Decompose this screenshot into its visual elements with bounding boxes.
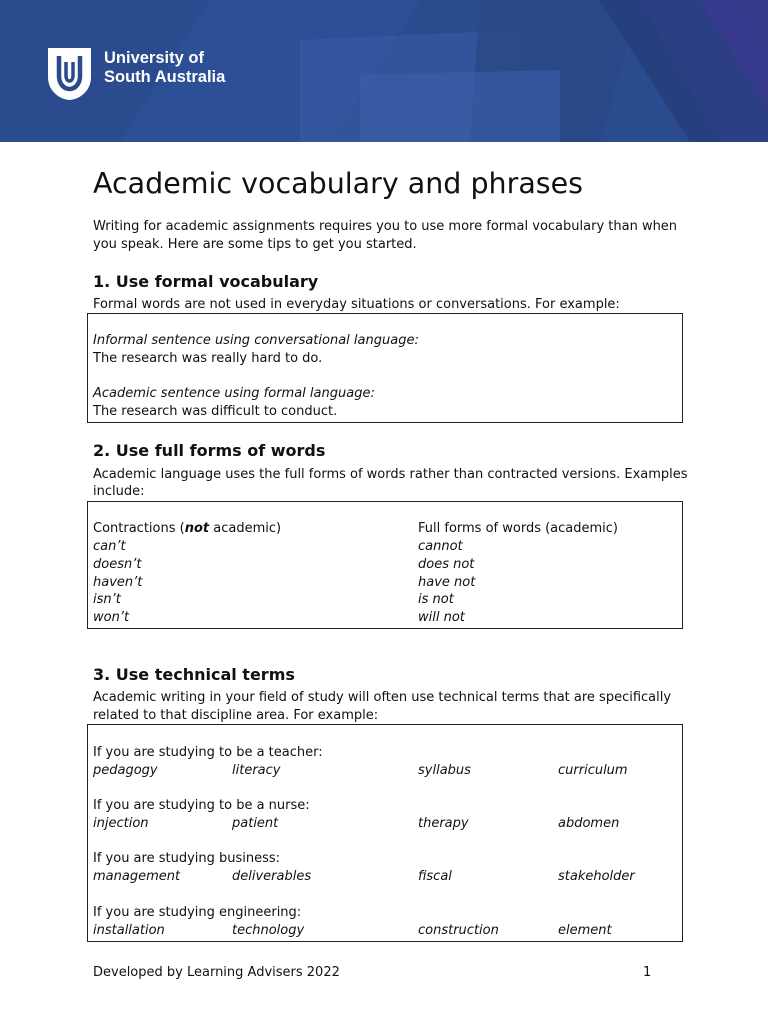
contraction-cell: isn’t xyxy=(93,592,121,607)
full-form-cell: does not xyxy=(418,557,475,572)
contraction-cell: won’t xyxy=(93,610,130,625)
technical-term: abdomen xyxy=(558,816,620,831)
technical-term: technology xyxy=(232,923,305,938)
section2-description-line1: Academic language uses the full forms of words rather than contracted versions. Examples xyxy=(93,467,688,482)
technical-term: installation xyxy=(93,923,165,938)
technical-term: construction xyxy=(418,923,499,938)
technical-term: pedagogy xyxy=(93,763,158,778)
section1-heading: 1. Use formal vocabulary xyxy=(93,272,319,291)
header-text-bold: not xyxy=(184,521,210,536)
contraction-cell: haven’t xyxy=(93,575,143,590)
technical-term: element xyxy=(558,923,612,938)
university-name xyxy=(104,49,225,87)
section1-description: Formal words are not used in everyday situations or conversations. For example: xyxy=(93,297,620,312)
header-banner xyxy=(0,0,768,142)
page-number: 1 xyxy=(643,965,652,980)
discipline-label-nurse: If you are studying to be a nurse: xyxy=(93,798,310,813)
informal-label: Informal sentence using conversational language: xyxy=(93,333,419,348)
technical-term: curriculum xyxy=(558,763,628,778)
page-title: Academic vocabulary and phrases xyxy=(93,167,584,200)
section3-description-line1: Academic writing in your field of study will often use technical terms that are specifically xyxy=(93,690,672,705)
informal-sentence: The research was really hard to do. xyxy=(93,351,323,366)
contraction-cell: can’t xyxy=(93,539,126,554)
university-logo xyxy=(47,47,92,101)
intro-line2: you speak. Here are some tips to get you started. xyxy=(93,237,417,252)
footer-credit: Developed by Learning Advisers 2022 xyxy=(93,965,340,980)
technical-term: literacy xyxy=(232,763,281,778)
technical-term: deliverables xyxy=(232,869,312,884)
full-form-cell: is not xyxy=(418,592,454,607)
technical-term: management xyxy=(93,869,181,884)
section2-heading: 2. Use full forms of words xyxy=(93,441,326,460)
academic-label: Academic sentence using formal language: xyxy=(93,386,375,401)
university-name-line1: University of xyxy=(104,49,204,67)
technical-term: injection xyxy=(93,816,149,831)
academic-sentence: The research was difficult to conduct. xyxy=(93,404,338,419)
section3-description-line2: related to that discipline area. For example: xyxy=(93,708,379,723)
full-form-cell: will not xyxy=(418,610,465,625)
technical-term: stakeholder xyxy=(558,869,635,884)
header-text-post: academic) xyxy=(209,521,282,536)
technical-term: syllabus xyxy=(418,763,471,778)
full-forms-column-header: Full forms of words (academic) xyxy=(418,521,618,536)
technical-term: patient xyxy=(232,816,279,831)
discipline-label-engineering: If you are studying engineering: xyxy=(93,905,302,920)
contractions-column-header xyxy=(93,520,281,538)
discipline-label-teacher: If you are studying to be a teacher: xyxy=(93,745,323,760)
section2-description-line2: include: xyxy=(93,484,145,499)
intro-line1: Writing for academic assignments requires you to use more formal vocabulary than when xyxy=(93,219,678,234)
header-text-pre: Contractions ( xyxy=(93,521,185,536)
full-form-cell: cannot xyxy=(418,539,463,554)
section3-heading: 3. Use technical terms xyxy=(93,665,295,684)
discipline-label-business: If you are studying business: xyxy=(93,851,281,866)
technical-term: therapy xyxy=(418,816,469,831)
contraction-cell: doesn’t xyxy=(93,557,142,572)
full-form-cell: have not xyxy=(418,575,476,590)
university-name-line2: South Australia xyxy=(104,68,226,86)
technical-term: fiscal xyxy=(418,869,452,884)
